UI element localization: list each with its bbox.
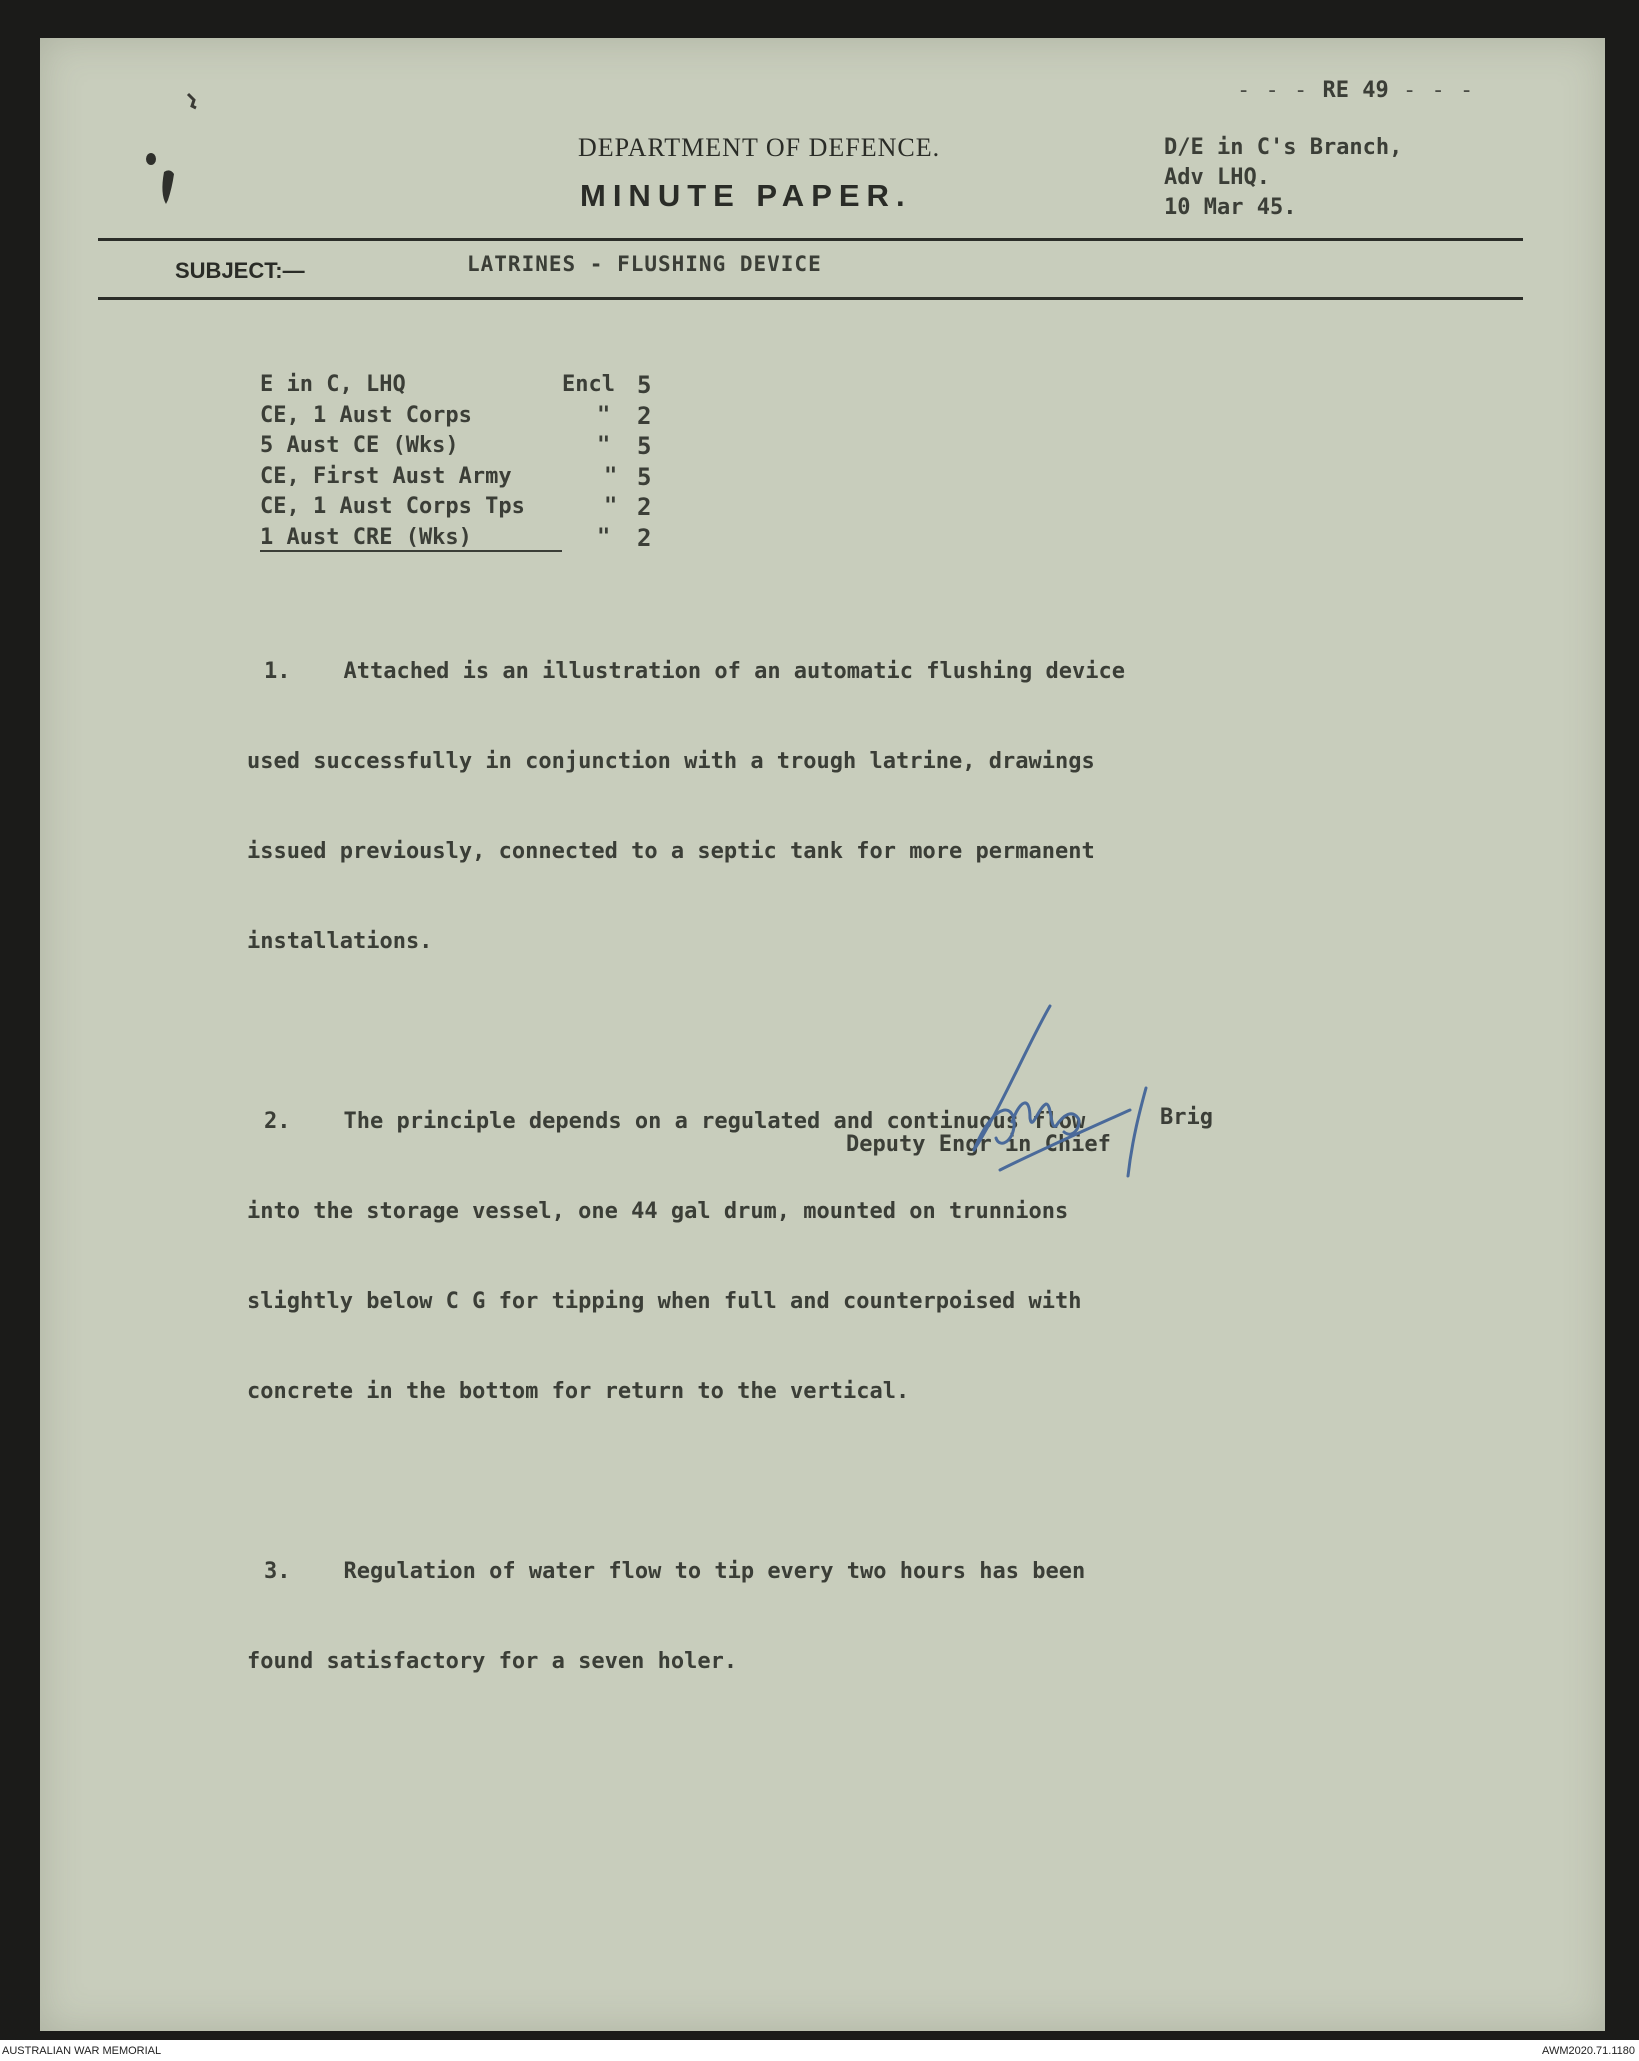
copy-count: 2 — [637, 401, 652, 430]
handwritten-signature — [960, 1000, 1180, 1200]
subject-text: LATRINES - FLUSHING DEVICE — [467, 252, 822, 276]
originator-date: 10 Mar 45. — [1164, 195, 1297, 220]
recipient-name: CE, 1 Aust Corps — [260, 402, 472, 428]
copy-count: 2 — [637, 523, 652, 552]
footer-accession-number: AWM2020.71.1180 — [1542, 2045, 1635, 2057]
distribution-underline — [260, 550, 562, 552]
paragraph-line: found satisfactory for a seven holer. — [247, 1649, 738, 1674]
subject-bottom-rule — [98, 297, 1523, 300]
paragraph-line: installations. — [247, 929, 433, 954]
originator-line-2: Adv LHQ. — [1164, 165, 1270, 190]
subject-top-rule — [98, 238, 1523, 241]
paragraph-line: into the storage vessel, one 44 gal drum, mounted on trunnions — [247, 1199, 1069, 1224]
recipient-name: 1 Aust CRE (Wks) — [260, 524, 472, 550]
originator-block — [1164, 133, 1402, 223]
signatory-title: Deputy Engr in Chief — [846, 1132, 1111, 1157]
form-title: MINUTE PAPER. — [580, 178, 912, 213]
copy-count: 5 — [637, 371, 652, 399]
paragraph-line: used successfully in conjunction with a trough latrine, drawings — [247, 749, 1095, 774]
copy-qualifier: Encl — [562, 372, 615, 397]
subject-label: SUBJECT:— — [175, 258, 305, 283]
copy-qualifier: " — [597, 524, 611, 550]
recipient-name: E in C, LHQ — [260, 372, 406, 397]
copy-count: 5 — [637, 432, 652, 460]
paragraph-3 — [247, 1497, 1377, 1737]
recipient-name: CE, First Aust Army — [260, 463, 512, 489]
recipient-name: 5 Aust CE (Wks) — [260, 433, 459, 458]
stain-marks — [130, 88, 210, 238]
copy-count: 5 — [637, 462, 652, 491]
copy-qualifier: " — [604, 494, 618, 519]
reference-number-line: - - - RE 49 - - - — [1237, 78, 1475, 103]
footer-institution: AUSTRALIAN WAR MEMORIAL — [2, 2045, 162, 2057]
signatory-rank: Brig — [1160, 1105, 1213, 1130]
paragraph-line: issued previously, connected to a septic tank for more permanent — [247, 839, 1095, 864]
copy-count: 2 — [637, 493, 652, 521]
reference-number: RE 49 — [1322, 78, 1389, 103]
paragraph-line: concrete in the bottom for return to the vertical. — [247, 1379, 910, 1404]
paragraph-line: 2. The principle depends on a regulated and continuous flow — [264, 1109, 1086, 1134]
recipient-name: CE, 1 Aust Corps Tps — [260, 494, 525, 519]
paragraph-line: 3. Regulation of water flow to tip every two hours has been — [264, 1559, 1086, 1584]
originator-line-1: D/E in C's Branch, — [1164, 135, 1403, 160]
minute-body — [247, 597, 1377, 1767]
paragraph-1 — [247, 597, 1377, 1017]
department-heading: DEPARTMENT OF DEFENCE. — [578, 133, 941, 162]
copy-qualifier: " — [597, 402, 611, 428]
archive-footer — [0, 2043, 1639, 2061]
paragraph-line: slightly below C G for tipping when full and counterpoised with — [247, 1289, 1082, 1314]
paragraph-line: 1. Attached is an illustration of an automatic flushing device — [264, 659, 1125, 684]
copy-qualifier: " — [597, 433, 611, 458]
copy-qualifier: " — [604, 463, 618, 489]
